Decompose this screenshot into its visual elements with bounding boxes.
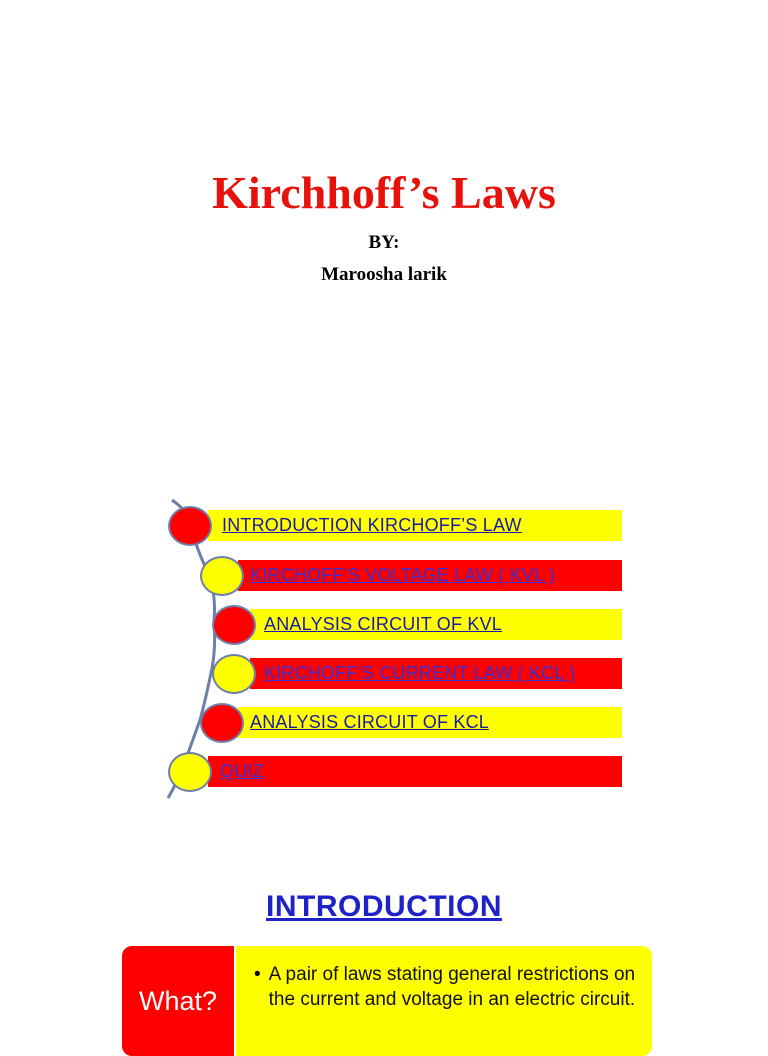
menu-marker-1	[168, 506, 212, 546]
definition-text: A pair of laws stating general restrictions on the current and voltage in an electric circuit.	[268, 964, 636, 1010]
bullet-icon: •	[254, 964, 261, 985]
menu-bar-2[interactable]	[238, 560, 622, 591]
menu-link-analysis-kcl[interactable]: ANALYSIS CIRCUIT OF KCL	[250, 712, 489, 732]
menu-bar-3[interactable]	[250, 609, 622, 640]
menu-bar-1[interactable]	[208, 510, 622, 541]
what-label-box	[122, 946, 234, 1056]
menu-marker-6	[168, 752, 212, 792]
menu-bar-6[interactable]	[208, 756, 622, 787]
menu-marker-2	[200, 556, 244, 596]
menu-bar-5[interactable]	[238, 707, 622, 738]
topic-menu	[160, 498, 630, 803]
menu-bar-4[interactable]	[250, 658, 622, 689]
by-label: BY:	[368, 232, 400, 253]
definition-box	[236, 946, 652, 1056]
document-title: Kirchhoff’s Laws	[212, 167, 556, 218]
menu-link-analysis-kvl[interactable]: ANALYSIS CIRCUIT OF KVL	[264, 614, 502, 634]
menu-marker-3	[212, 605, 256, 645]
menu-link-introduction[interactable]: INTRODUCTION KIRCHOFF’S LAW	[222, 515, 522, 535]
menu-link-kcl[interactable]: KIRCHOFF’S CURRENT LAW ( KCL )	[264, 663, 576, 683]
what-label: What?	[138, 985, 218, 1016]
author-name: Maroosha larik	[321, 264, 447, 285]
menu-marker-4	[212, 654, 256, 694]
menu-link-kvl[interactable]: KIRCHOFF’S VOLTAGE LAW ( KVL )	[250, 565, 556, 585]
menu-link-quiz[interactable]: QUIZ	[220, 761, 264, 781]
introduction-heading: INTRODUCTION	[266, 890, 502, 923]
menu-marker-5	[200, 703, 244, 743]
